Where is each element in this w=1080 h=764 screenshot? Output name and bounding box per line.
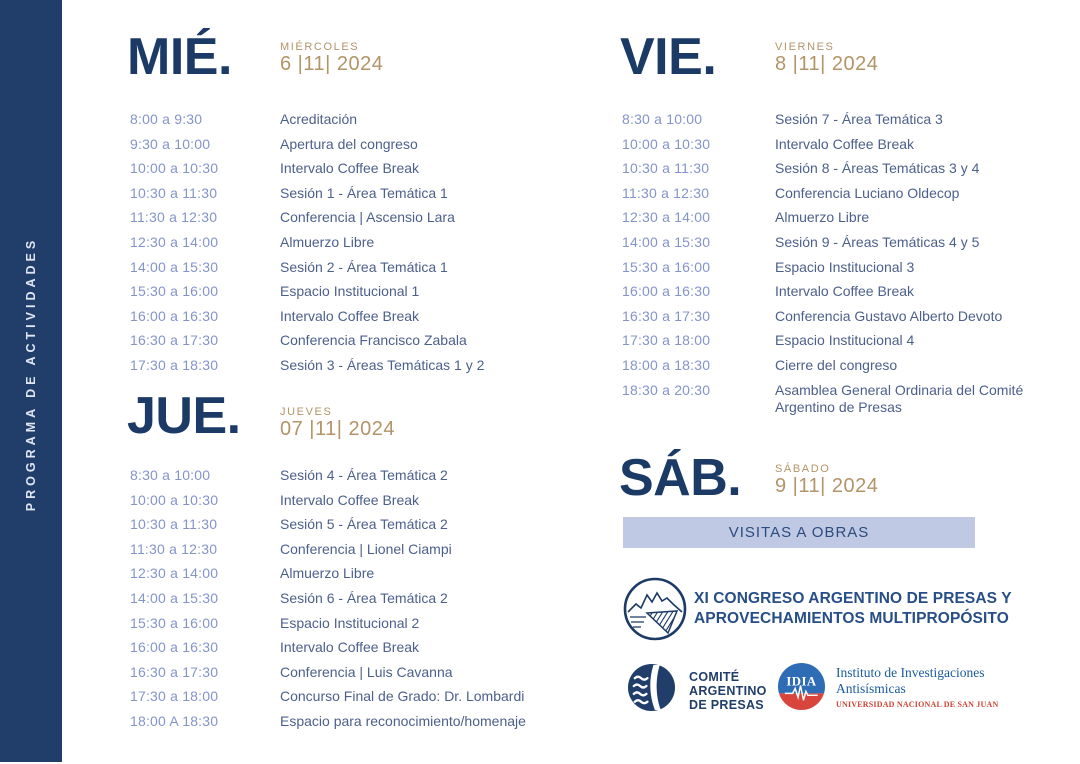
event-time: 16:00 a 16:30	[130, 639, 219, 656]
event-title: Intervalo Coffee Break	[280, 491, 420, 508]
event-title: Intervalo Coffee Break	[775, 135, 915, 152]
vie-date: 8 |11| 2024	[775, 53, 879, 75]
congress-logo-icon	[623, 577, 687, 641]
schedule-row	[622, 259, 1052, 284]
event-time: 10:00 a 10:30	[130, 160, 219, 177]
event-title: Almuerzo Libre	[280, 565, 375, 582]
sab-abbreviation: SÁB.	[619, 449, 742, 507]
event-time: 17:30 a 18:30	[130, 356, 219, 373]
schedule-row	[130, 332, 610, 357]
event-title: Almuerzo Libre	[775, 209, 870, 226]
event-time: 18:30 a 20:30	[622, 381, 711, 398]
schedule-vie	[622, 111, 1052, 416]
comite-line1: COMITÉ	[689, 670, 740, 684]
event-time: 12:30 a 14:00	[130, 565, 219, 582]
event-title: Conferencia Luciano Oldecop	[775, 184, 960, 201]
event-time: 12:30 a 14:00	[130, 233, 219, 250]
mie-abbreviation: MIÉ.	[127, 28, 232, 86]
congress-title-line1: XI CONGRESO ARGENTINO DE PRESAS Y	[694, 590, 1012, 607]
schedule-row	[130, 565, 610, 590]
event-title: Sesión 4 - Área Temática 2	[280, 467, 448, 483]
idia-wordmark	[836, 665, 998, 709]
event-title: Acreditación	[280, 111, 358, 127]
schedule-row	[130, 308, 610, 333]
event-title: Intervalo Coffee Break	[775, 283, 915, 300]
event-time: 17:30 a 18:00	[130, 688, 219, 705]
event-title: Espacio Institucional 1	[280, 283, 420, 300]
schedule-row	[622, 185, 1052, 210]
event-title: Sesión 9 - Áreas Temáticas 4 y 5	[775, 233, 980, 250]
event-title: Asamblea General Ordinaria del Comité Argentino de Presas	[775, 381, 1024, 415]
event-title: Conferencia | Luis Cavanna	[280, 663, 453, 680]
event-time: 9:30 a 10:00	[130, 135, 211, 152]
schedule-row	[130, 259, 610, 284]
event-title: Conferencia Gustavo Alberto Devoto	[775, 307, 1003, 324]
event-title: Conferencia Francisco Zabala	[280, 332, 467, 349]
schedule-row	[622, 111, 1052, 136]
comite-wordmark	[689, 670, 767, 712]
sidebar	[0, 0, 62, 762]
event-title: Intervalo Coffee Break	[280, 639, 420, 656]
event-title: Espacio para reconocimiento/homenaje	[280, 712, 526, 729]
sab-day-name: SÁBADO	[775, 463, 831, 475]
event-time: 10:30 a 11:30	[130, 516, 218, 533]
schedule-row	[622, 160, 1052, 185]
schedule-row	[130, 136, 610, 161]
comite-line3: DE PRESAS	[689, 698, 764, 712]
schedule-row	[130, 713, 610, 738]
sidebar-title: PROGRAMA DE ACTIVIDADES	[24, 236, 38, 512]
schedule-row	[130, 516, 610, 541]
idia-university: UNIVERSIDAD NACIONAL DE SAN JUAN	[836, 700, 999, 709]
event-time: 14:00 a 15:30	[622, 233, 711, 250]
event-title: Sesión 3 - Áreas Temáticas 1 y 2	[280, 356, 485, 373]
event-title: Espacio Institucional 3	[775, 258, 915, 275]
event-title: Concurso Final de Grado: Dr. Lombardi	[280, 688, 525, 705]
schedule-row	[130, 492, 610, 517]
event-title: Sesión 7 - Área Temática 3	[775, 111, 943, 127]
event-title: Almuerzo Libre	[280, 233, 375, 250]
schedule-row	[130, 664, 610, 689]
comite-logo-icon	[627, 663, 676, 712]
mie-date: 6 |11| 2024	[280, 53, 384, 75]
event-time: 16:30 a 17:30	[130, 663, 219, 680]
schedule-row	[622, 136, 1052, 161]
event-time: 18:00 A 18:30	[130, 712, 219, 729]
schedule-row	[130, 234, 610, 259]
event-title: Conferencia | Ascensio Lara	[280, 209, 455, 226]
schedule-jue	[130, 467, 610, 738]
event-title: Espacio Institucional 2	[280, 614, 420, 631]
event-time: 15:30 a 16:00	[622, 258, 711, 275]
event-title: Conferencia | Lionel Ciampi	[280, 540, 452, 557]
idia-logo-icon	[777, 662, 826, 711]
schedule-row	[622, 209, 1052, 234]
event-time: 17:30 a 18:00	[622, 332, 711, 349]
event-time: 10:30 a 11:30	[622, 160, 710, 177]
event-time: 12:30 a 14:00	[622, 209, 711, 226]
event-title: Intervalo Coffee Break	[280, 307, 420, 324]
schedule-row	[622, 382, 1052, 416]
event-title: Espacio Institucional 4	[775, 332, 915, 349]
event-time: 11:30 a 12:30	[130, 209, 218, 226]
schedule-row	[622, 234, 1052, 259]
event-time: 10:00 a 10:30	[130, 491, 219, 508]
jue-date: 07 |11| 2024	[280, 418, 396, 440]
idia-acronym: IDIA	[786, 674, 817, 689]
event-title: Cierre del congreso	[775, 356, 898, 373]
event-time: 11:30 a 12:30	[622, 184, 710, 201]
event-time: 8:30 a 10:00	[622, 111, 703, 127]
schedule-row	[130, 639, 610, 664]
schedule-row	[622, 357, 1052, 382]
event-time: 14:00 a 15:30	[130, 258, 219, 275]
schedule-row	[130, 357, 610, 382]
event-time: 16:00 a 16:30	[622, 283, 711, 300]
schedule-row	[130, 160, 610, 185]
congress-title	[694, 589, 1012, 628]
event-time: 8:30 a 10:00	[130, 467, 211, 483]
schedule-row	[130, 209, 610, 234]
idia-line2: Antisísmicas	[836, 681, 906, 696]
schedule-row	[130, 111, 610, 136]
mie-day-name: MIÉRCOLES	[280, 41, 360, 53]
event-time: 11:30 a 12:30	[130, 540, 218, 557]
event-time: 10:00 a 10:30	[622, 135, 711, 152]
idia-line1: Instituto de Investigaciones	[836, 665, 985, 680]
visitas-banner: VISITAS A OBRAS	[623, 517, 975, 548]
schedule-row	[622, 308, 1052, 333]
event-title: Sesión 2 - Área Temática 1	[280, 258, 448, 275]
event-time: 16:30 a 17:30	[130, 332, 219, 349]
event-title: Intervalo Coffee Break	[280, 160, 420, 177]
schedule-row	[130, 283, 610, 308]
event-time: 16:00 a 16:30	[130, 307, 219, 324]
schedule-row	[130, 467, 610, 492]
comite-line2: ARGENTINO	[689, 684, 767, 698]
schedule-row	[130, 541, 610, 566]
schedule-row	[622, 332, 1052, 357]
event-title: Apertura del congreso	[280, 135, 418, 152]
event-title: Sesión 8 - Áreas Temáticas 3 y 4	[775, 160, 980, 177]
schedule-mie	[130, 111, 610, 382]
schedule-row	[622, 283, 1052, 308]
event-time: 18:00 a 18:30	[622, 356, 711, 373]
jue-abbreviation: JUE.	[127, 387, 241, 445]
schedule-row	[130, 185, 610, 210]
event-time: 14:00 a 15:30	[130, 589, 219, 606]
vie-day-name: VIERNES	[775, 41, 835, 53]
congress-title-line2: APROVECHAMIENTOS MULTIPROPÓSITO	[694, 609, 1009, 627]
schedule-row	[130, 615, 610, 640]
event-title: Sesión 6 - Área Temática 2	[280, 589, 448, 606]
vie-abbreviation: VIE.	[620, 28, 717, 86]
jue-day-name: JUEVES	[280, 406, 333, 418]
event-title: Sesión 1 - Área Temática 1	[280, 184, 448, 201]
event-time: 15:30 a 16:00	[130, 614, 219, 631]
event-time: 10:30 a 11:30	[130, 184, 218, 201]
event-time: 15:30 a 16:00	[130, 283, 219, 300]
event-time: 8:00 a 9:30	[130, 111, 203, 127]
schedule-row	[130, 688, 610, 713]
event-title: Sesión 5 - Área Temática 2	[280, 516, 448, 533]
sab-date: 9 |11| 2024	[775, 475, 879, 497]
event-time: 16:30 a 17:30	[622, 307, 711, 324]
schedule-row	[130, 590, 610, 615]
